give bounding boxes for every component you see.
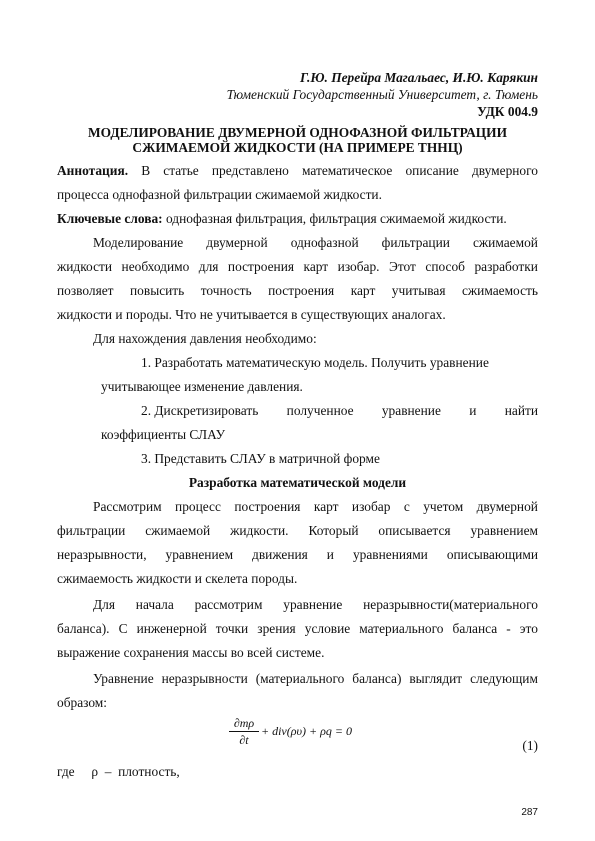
step-3: 3. Представить СЛАУ в матричной форме: [141, 451, 380, 466]
abstract-label: Аннотация.: [57, 163, 129, 178]
section-heading: Разработка математической модели: [188, 475, 407, 490]
para2-line-2: баланса). С инженерной точки зрения условие материального баланса - это: [57, 621, 538, 636]
intro-line-4: жидкости и породы. Что не учитывается в существующих аналогах.: [57, 307, 446, 322]
para1-line-2: фильтрации сжимаемой жидкости. Который описывается уравнением: [57, 523, 538, 538]
para1-line-4: сжимаемость жидкости и скелета породы.: [57, 571, 298, 586]
title-line-2: СЖИМАЕМОЙ ЖИДКОСТИ (НА ПРИМЕРЕ ТННЦ): [132, 140, 463, 155]
abstract-line-1: Аннотация. В статье представлено математическое описание двумерного: [57, 163, 538, 178]
affiliation: Тюменский Государственный Университет, г. Тюмень: [226, 87, 538, 102]
keywords-text: однофазная фильтрация, фильтрация сжимаемой жидкости.: [162, 211, 507, 226]
page-number: 287: [521, 807, 538, 818]
keywords: [57, 211, 507, 227]
para2-line-1: Для начала рассмотрим уравнение неразрывности(материального: [93, 597, 538, 612]
para3-line-2: образом:: [57, 695, 107, 710]
intro-line-1: Моделирование двумерной однофазной фильтрации сжимаемой: [93, 235, 538, 250]
fraction-denominator: ∂t: [239, 733, 249, 747]
keywords-label: Ключевые слова:: [57, 211, 163, 226]
para2-line-3: выражение сохранения массы во всей системе.: [57, 645, 325, 660]
continuity-equation: [225, 716, 385, 760]
step-2-continued: коэффициенты СЛАУ: [101, 427, 226, 442]
authors: Г.Ю. Перейра Магальаес, И.Ю. Карякин: [299, 70, 538, 85]
fraction-numerator: ∂mρ: [233, 716, 255, 730]
abstract-line-2: процесса однофазной фильтрации сжимаемой жидкости.: [57, 187, 382, 202]
para1-line-3: неразрывности, уравнением движения и уравнениями описывающими: [57, 547, 538, 562]
para3-line-1: Уравнение неразрывности (материального баланса) выглядит следующим: [93, 671, 538, 686]
step-2: 2. Дискретизировать полученное уравнение и найти: [141, 403, 538, 418]
steps-intro: Для нахождения давления необходимо:: [93, 331, 317, 346]
intro-line-3: позволяет повысить точность построения карт учитывая сжимаемость: [57, 283, 538, 298]
equation-remainder: + div(ρυ) + ρq = 0: [261, 724, 352, 738]
para1-line-1: Рассмотрим процесс построения карт изобар с учетом двумерной: [93, 499, 538, 514]
step-1: 1. Разработать математическую модель. Получить уравнение: [141, 355, 489, 370]
where-line: где ρ – плотность,: [57, 764, 180, 779]
equation-fraction: [229, 716, 259, 747]
udk-code: УДК 004.9: [477, 104, 538, 119]
equation-number: (1): [522, 738, 538, 753]
title-line-1: МОДЕЛИРОВАНИЕ ДВУМЕРНОЙ ОДНОФАЗНОЙ ФИЛЬТРАЦИИ: [87, 125, 508, 140]
intro-line-2: жидкости необходимо для построения карт изобар. Этот способ разработки: [57, 259, 538, 274]
step-1-continued: учитывающее изменение давления.: [101, 379, 303, 394]
fraction-bar: [229, 731, 259, 732]
